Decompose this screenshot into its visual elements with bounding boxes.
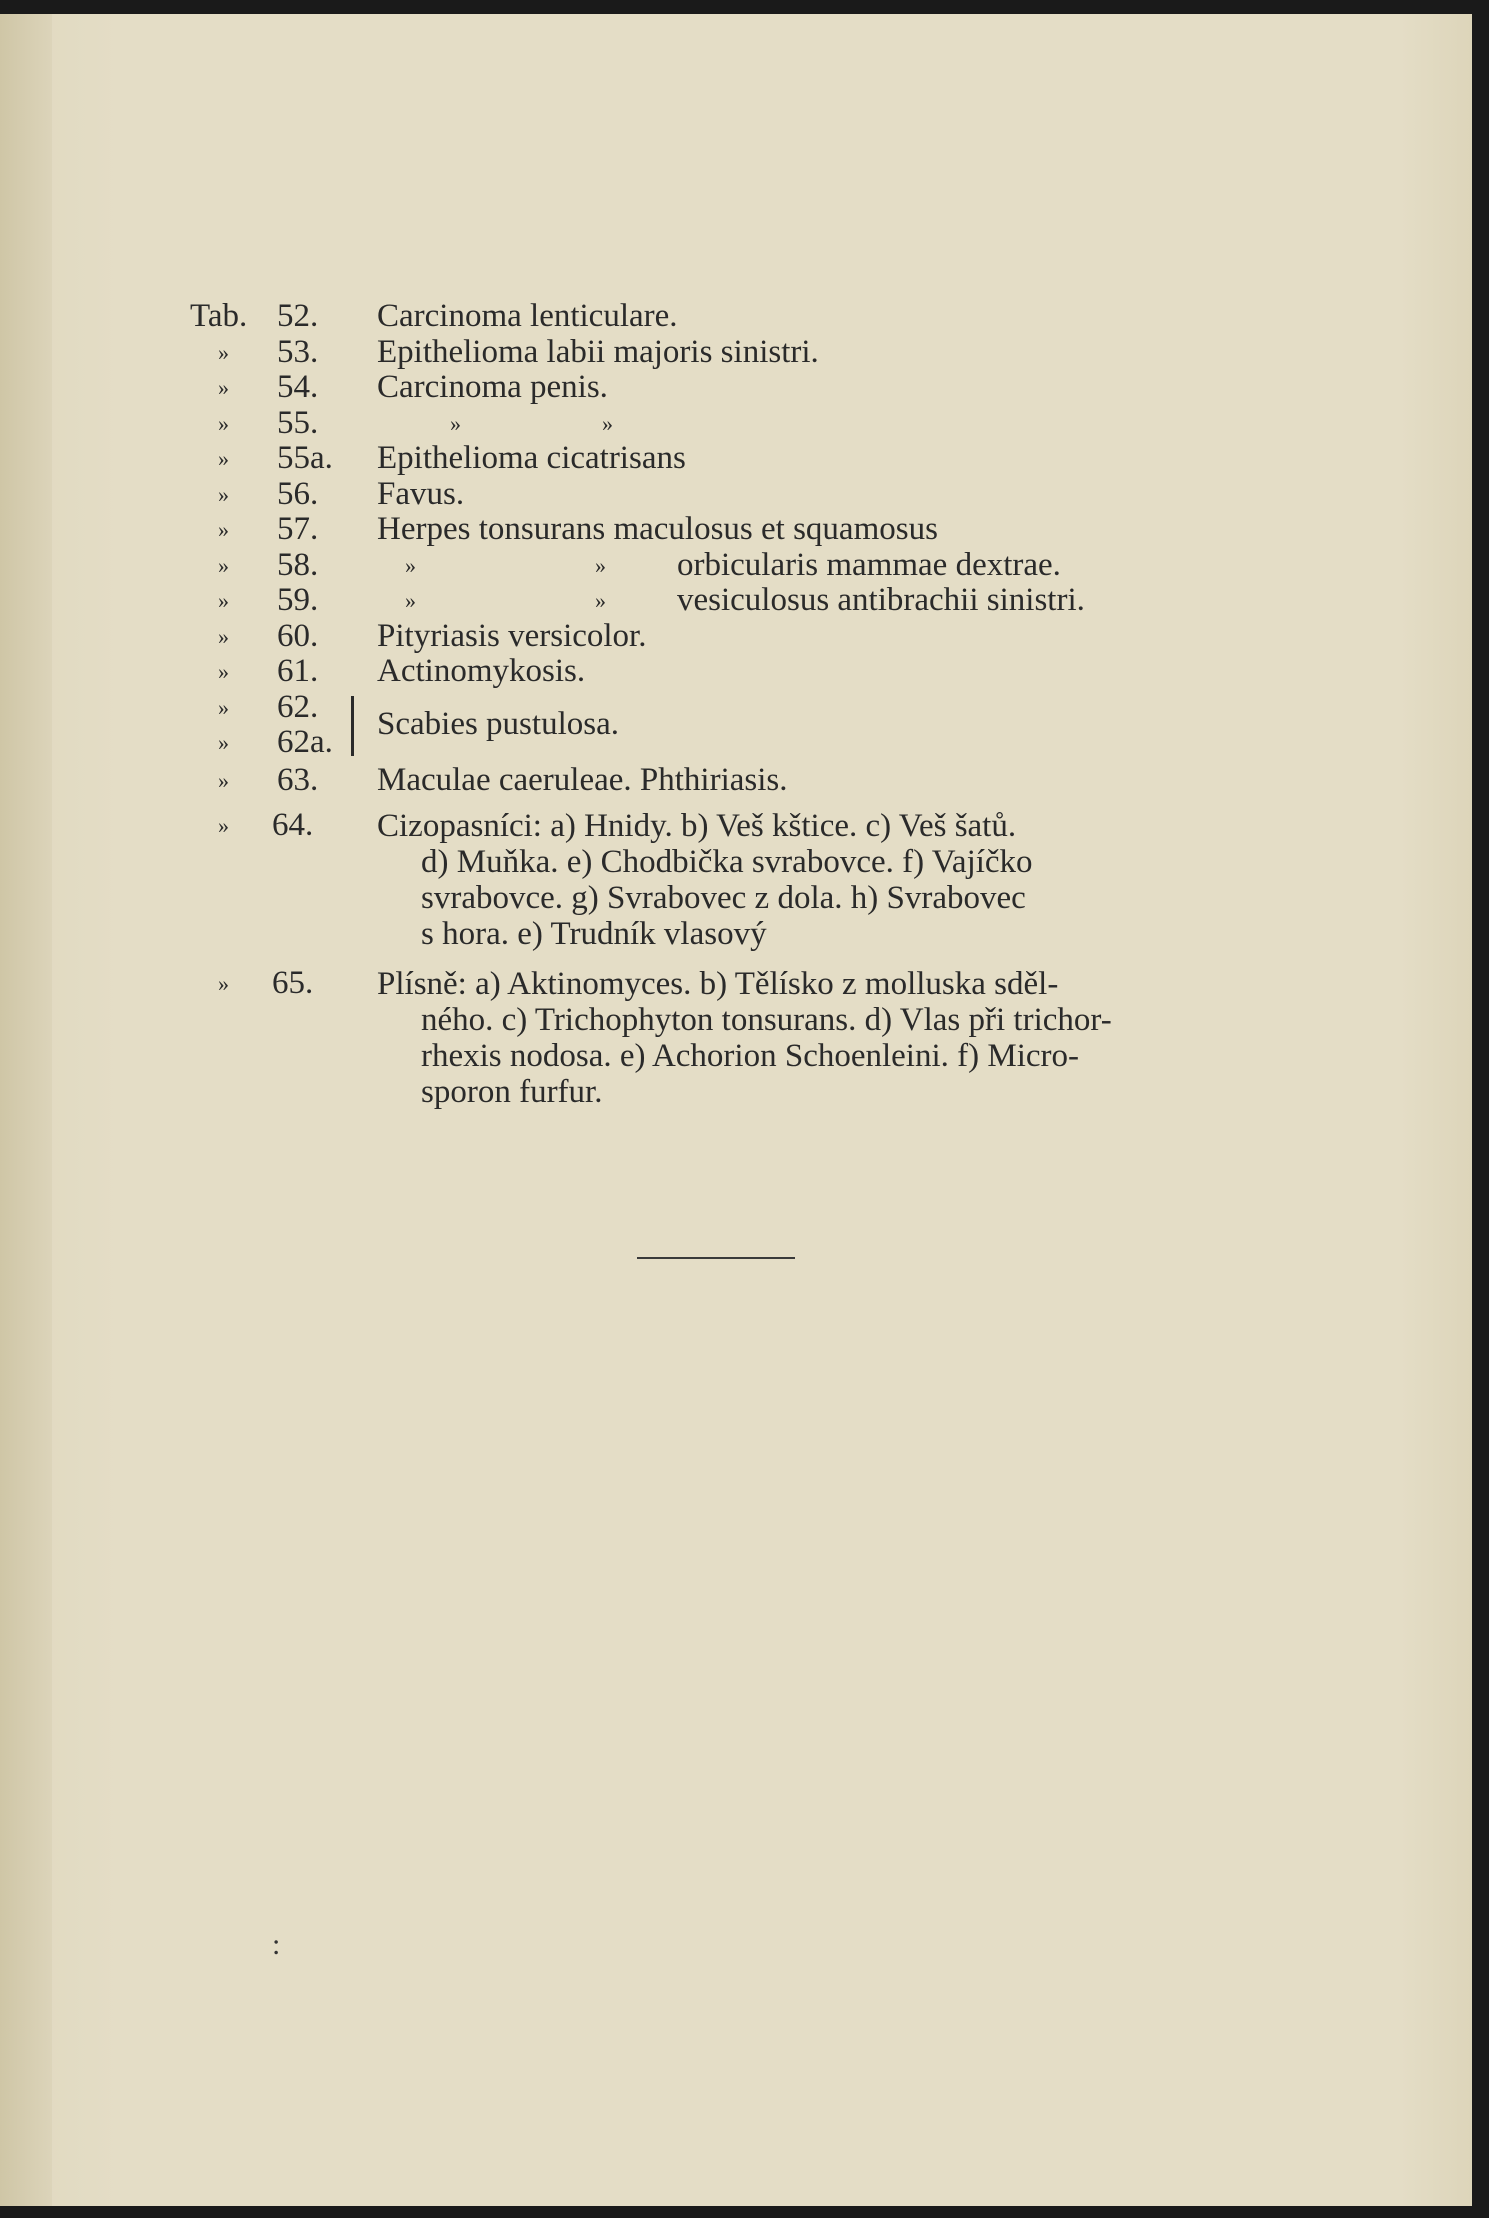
plate-description xyxy=(377,966,1260,1110)
plate-list xyxy=(190,299,1290,1110)
list-item xyxy=(190,370,1290,406)
plate-title: Herpes tonsurans maculosus et squamosus xyxy=(377,511,938,547)
plate-number: 60. xyxy=(277,617,319,654)
ditto-mark: » xyxy=(602,410,613,436)
plate-number: 53. xyxy=(277,333,319,370)
ditto-mark: » xyxy=(405,552,416,578)
ditto-mark: » xyxy=(218,659,229,684)
description-line: Cizopasníci: a) Hnidy. b) Veš kštice. c) Veš šatů. xyxy=(377,808,1017,844)
plate-description xyxy=(377,808,1260,952)
ditto-mark: » xyxy=(595,552,606,578)
plate-title: Epithelioma cicatrisans xyxy=(377,440,686,476)
plate-title: Pityriasis versicolor. xyxy=(377,617,647,654)
page-spine xyxy=(0,14,52,2206)
description-line: sporon furfur. xyxy=(421,1074,603,1110)
list-item xyxy=(190,512,1290,548)
ditto-mark: » xyxy=(218,813,229,838)
plate-number: 56. xyxy=(277,475,319,512)
ditto-mark: » xyxy=(218,729,229,755)
list-item xyxy=(190,299,1290,335)
plate-number: 64. xyxy=(272,807,314,843)
section-divider xyxy=(637,1257,795,1259)
plate-title: Actinomykosis. xyxy=(377,653,586,689)
ditto-mark: » xyxy=(450,410,461,436)
description-line: Plísně: a) Aktinomyces. b) Tělísko z molluska sděl- xyxy=(377,966,1059,1002)
list-item xyxy=(190,654,1290,690)
plate-title: vesiculosus antibrachii sinistri. xyxy=(677,582,1085,618)
plate-number: 55. xyxy=(277,404,319,441)
brace xyxy=(345,696,354,756)
stray-mark: : xyxy=(272,1928,281,1961)
plate-title: Carcinoma lenticulare. xyxy=(377,298,678,334)
list-item xyxy=(190,548,1290,584)
plate-number: 65. xyxy=(272,965,314,1001)
page xyxy=(0,14,1472,2206)
ditto-mark: » xyxy=(595,588,606,613)
plate-title: Carcinoma penis. xyxy=(377,369,608,405)
ditto-mark: » xyxy=(218,339,229,365)
description-line: s hora. e) Trudník vlasový xyxy=(421,916,767,952)
tab-label: Tab. xyxy=(190,298,248,334)
plate-title: Favus. xyxy=(377,475,465,512)
plate-number: 52. xyxy=(277,298,319,334)
description-line: svrabovce. g) Svrabovec z dola. h) Svrabovec xyxy=(421,880,1026,916)
ditto-mark: » xyxy=(218,375,229,400)
plate-number: 55a. xyxy=(277,440,333,476)
list-item-paragraph xyxy=(190,966,1290,1110)
list-item-braced xyxy=(190,690,1290,761)
list-item-paragraph xyxy=(190,808,1290,952)
ditto-mark: » xyxy=(218,623,229,649)
ditto-mark: » xyxy=(218,767,229,793)
plate-number: 58. xyxy=(277,546,319,583)
plate-title: orbicularis mammae dextrae. xyxy=(677,546,1061,583)
ditto-mark: » xyxy=(218,694,229,720)
list-item xyxy=(190,477,1290,513)
description-line: ného. c) Trichophyton tonsurans. d) Vlas při trichor- xyxy=(421,1002,1112,1038)
ditto-mark: » xyxy=(218,552,229,578)
ditto-mark: » xyxy=(218,588,229,613)
plate-number: 59. xyxy=(277,582,319,618)
plate-number: 62a. xyxy=(277,723,333,760)
list-item xyxy=(190,335,1290,371)
list-item xyxy=(190,619,1290,655)
plate-title: Maculae caeruleae. Phthiriasis. xyxy=(377,761,788,798)
plate-number: 62. xyxy=(277,688,319,725)
plate-number: 61. xyxy=(277,653,319,689)
description-line: rhexis nodosa. e) Achorion Schoenleini. f) Micro- xyxy=(421,1038,1080,1074)
ditto-mark: » xyxy=(218,481,229,507)
list-item xyxy=(190,763,1290,799)
list-item xyxy=(190,441,1290,477)
description-line: d) Muňka. e) Chodbička svrabovce. f) Vajíčko xyxy=(421,844,1033,880)
plate-number: 63. xyxy=(277,761,319,798)
ditto-mark: » xyxy=(218,971,229,996)
ditto-mark: » xyxy=(405,588,416,613)
ditto-mark: » xyxy=(218,410,229,436)
ditto-mark: » xyxy=(218,517,229,542)
list-item xyxy=(190,583,1290,619)
ditto-mark: » xyxy=(218,446,229,471)
plate-number: 54. xyxy=(277,369,319,405)
plate-title: Scabies pustulosa. xyxy=(377,705,619,742)
plate-number: 57. xyxy=(277,511,319,547)
list-item xyxy=(190,406,1290,442)
plate-title: Epithelioma labii majoris sinistri. xyxy=(377,333,819,370)
